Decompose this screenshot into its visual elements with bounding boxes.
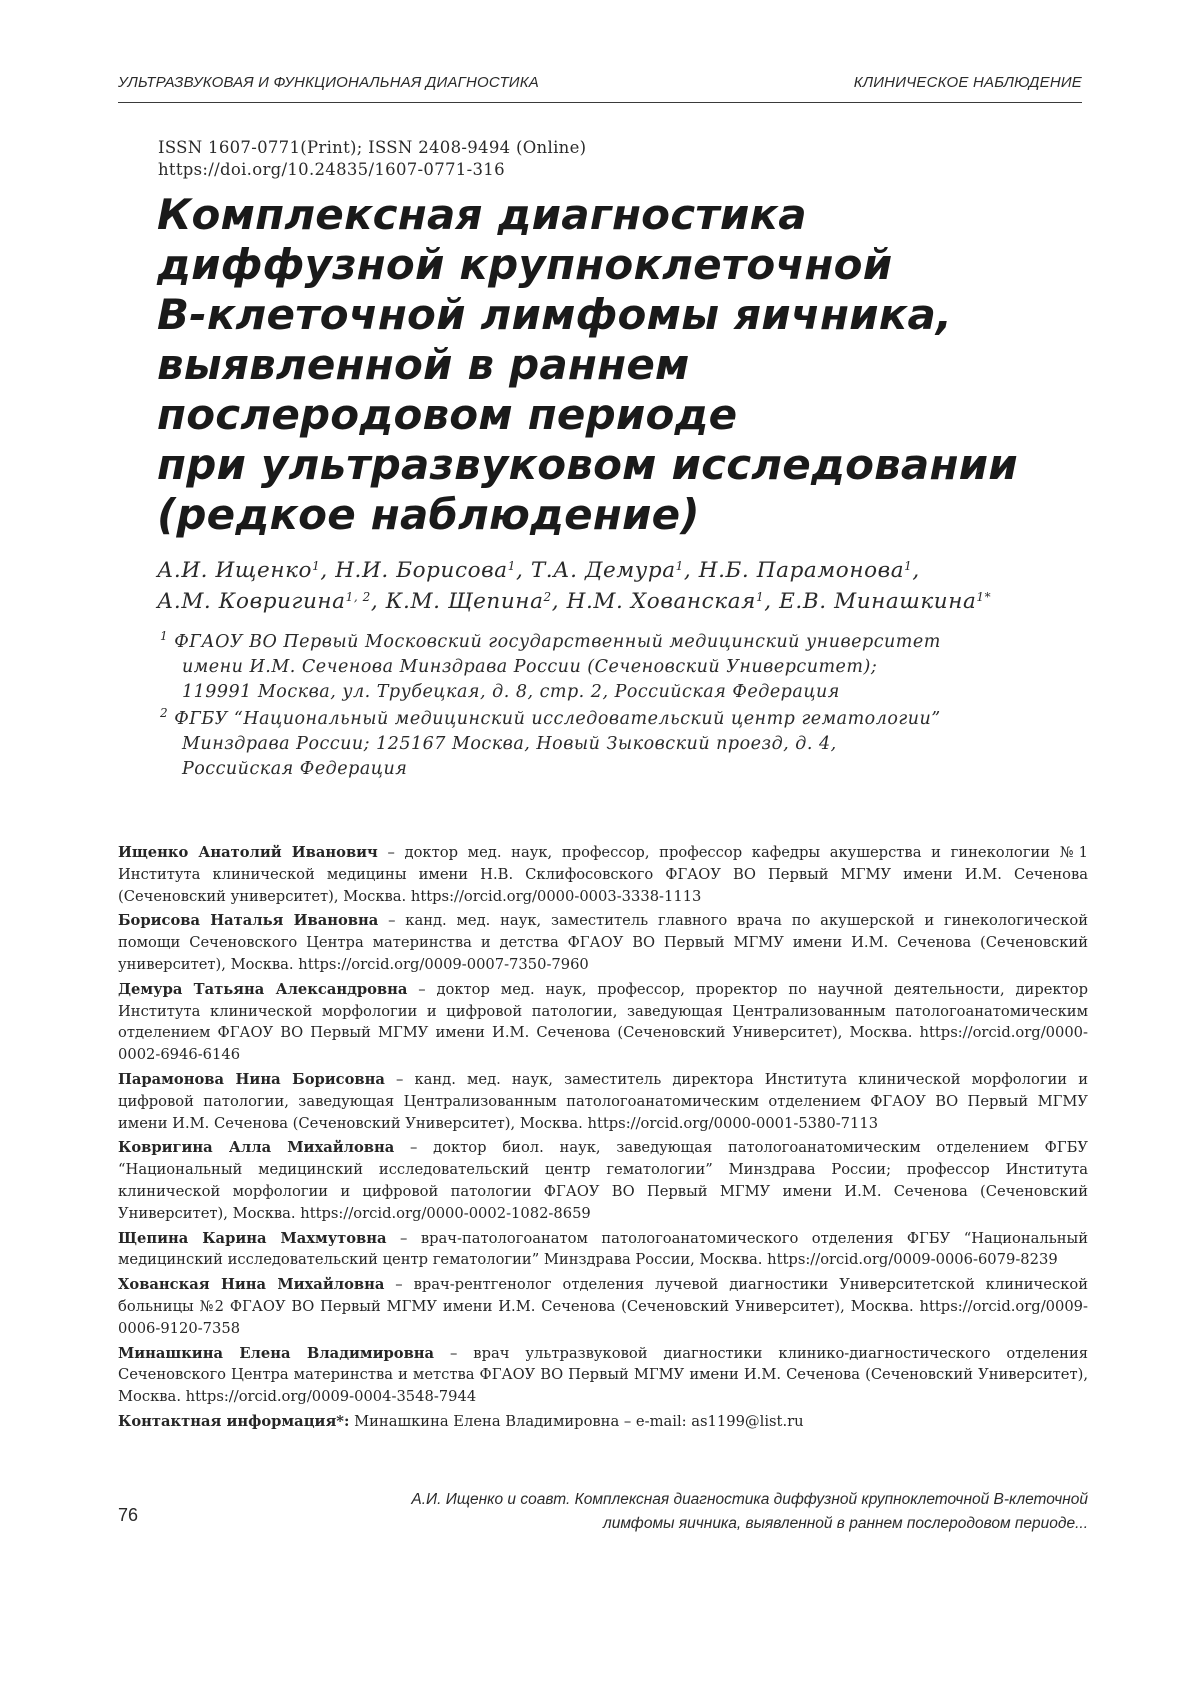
affiliation-line	[160, 655, 941, 680]
author-name: А.И. Ищенко	[157, 558, 312, 583]
affiliation-line	[160, 630, 941, 655]
author-bio	[118, 1069, 1088, 1134]
affiliation-text: Минздрава России; 125167 Москва, Новый Зыковский проезд, д. 4,	[182, 734, 837, 754]
author-bio	[118, 910, 1088, 975]
author-list	[157, 555, 991, 617]
author-bio-text: Минашкина Елена Владимировна – e-mail: as1199@list.ru	[349, 1413, 803, 1430]
affiliation-line	[160, 757, 941, 782]
author-bio-name: Ищенко Анатолий Иванович	[118, 844, 378, 861]
affiliations	[160, 630, 941, 782]
affiliation-mark: 1	[312, 559, 320, 573]
author-bio-name: Контактная информация*:	[118, 1413, 349, 1430]
affiliation-mark: 1*	[976, 590, 991, 604]
author-bio-name: Парамонова Нина Борисовна	[118, 1071, 385, 1088]
affiliation-text: имени И.М. Сеченова Минздрава России (Сеченовский Университет);	[182, 657, 877, 677]
title-line: В-клеточной лимфомы яичника,	[157, 290, 1117, 340]
author-bio	[118, 1137, 1088, 1224]
author-bio-text: – врач ультразвуковой диагностики клинико-диагностического отделения Сеченовского Центра материнства и метства ФГАОУ ВО Первый МГМУ имени И.М. Сеченова (Сеченовский Университет), Москва. https://orcid.org/0009-0004-3548-7944	[118, 1345, 1088, 1406]
page-number: 76	[118, 1505, 138, 1526]
citation-line: А.И. Ищенко и соавт. Комплексная диагностика диффузной крупноклеточной В-клеточной	[208, 1488, 1088, 1512]
author-bio-text: – доктор биол. наук, заведующая патологоанатомическим отделением ФГБУ “Национальный медицинский исследовательский центр гематологии” Минздрава России; профессор Института клинической морфологии и цифровой патологии ФГАОУ ВО Первый МГМУ имени И.М. Сеченова (Сеченовский Университет), Москва. https://orcid.org/0000-0002-1082-8659	[118, 1139, 1088, 1221]
author-separator: ,	[516, 558, 531, 583]
article-title	[157, 190, 1117, 540]
author-name: А.М. Ковригина	[157, 589, 346, 614]
title-line: послеродовом периоде	[157, 390, 1117, 440]
author-name: Н.М. Хованская	[567, 589, 756, 614]
author-name: Т.А. Демура	[531, 558, 676, 583]
affiliation-mark: 1	[508, 559, 516, 573]
author-bio-name: Ковригина Алла Михайловна	[118, 1139, 394, 1156]
author-line	[157, 586, 991, 617]
issn-block	[158, 137, 586, 181]
author-bio-text: – врач-патологоанатом патологоанатомического отделения ФГБУ “Национальный медицинский исследовательский центр гематологии” Минздрава России, Москва. https://orcid.org/0009-0006-6079-8239	[118, 1230, 1088, 1269]
title-line: при ультразвуковом исследовании	[157, 440, 1117, 490]
author-separator: ,	[371, 589, 386, 614]
author-bio-name: Хованская Нина Михайловна	[118, 1276, 384, 1293]
affiliation-text: ФГБУ “Национальный медицинский исследовательский центр гематологии”	[174, 709, 941, 729]
author-bio-text: – доктор мед. наук, профессор, проректор по научной деятельности, директор Института клинической морфологии и цифровой патологии, заведующая Централизованным патологоанатомическим отделением ФГАОУ ВО Первый МГМУ имени И.М. Сеченова (Сеченовский Университет), Москва. https://orcid.org/0000-0002-6946-6146	[118, 981, 1088, 1063]
author-separator: ,	[764, 589, 779, 614]
affiliation-mark: 1	[676, 559, 684, 573]
author-information	[118, 842, 1088, 1436]
author-bio-text: – канд. мед. наук, заместитель главного врача по акушерской и гинекологической помощи Сеченовского Центра материнства и детства ФГАОУ ВО Первый МГМУ имени И.М. Сеченова (Сеченовский университет), Москва. https://orcid.org/0009-0007-7350-7960	[118, 912, 1088, 973]
affiliation-mark: 1	[904, 559, 912, 573]
title-line: выявленной в раннем	[157, 340, 1117, 390]
title-line: диффузной крупноклеточной	[157, 240, 1117, 290]
affiliation-text: Российская Федерация	[182, 759, 407, 779]
author-name: К.М. Щепина	[386, 589, 544, 614]
author-name: Н.Б. Парамонова	[699, 558, 904, 583]
issn-line: ISSN 1607-0771(Print); ISSN 2408-9494 (Online)	[158, 137, 586, 159]
affiliation-mark: 1	[756, 590, 764, 604]
author-bio-name: Щепина Карина Махмутовна	[118, 1230, 387, 1247]
title-line: (редкое наблюдение)	[157, 490, 1117, 540]
author-bio-text: – доктор мед. наук, профессор, профессор кафедры акушерства и гинекологии №1 Института клинической медицины имени Н.В. Склифосовского ФГАОУ ВО Первый МГМУ имени И.М. Сеченова (Сеченовский университет), Москва. https://orcid.org/0000-0003-3338-1113	[118, 844, 1088, 905]
title-line: Комплексная диагностика	[157, 190, 1117, 240]
affiliation-text: 119991 Москва, ул. Трубецкая, д. 8, стр. 2, Российская Федерация	[182, 682, 840, 702]
author-bio	[118, 1228, 1088, 1272]
affiliation-mark: 2	[544, 590, 552, 604]
author-bio	[118, 1274, 1088, 1339]
author-separator: ,	[320, 558, 335, 583]
header-rule	[118, 102, 1082, 103]
affiliation-number: 1	[160, 629, 168, 643]
author-bio-name: Демура Татьяна Александровна	[118, 981, 407, 998]
author-separator: ,	[684, 558, 699, 583]
author-bio-name: Борисова Наталья Ивановна	[118, 912, 378, 929]
article-type: КЛИНИЧЕСКОЕ НАБЛЮДЕНИЕ	[854, 74, 1082, 91]
doi-link[interactable]: https://doi.org/10.24835/1607-0771-316	[158, 159, 586, 181]
author-separator: ,	[552, 589, 567, 614]
author-bio	[118, 979, 1088, 1066]
affiliation-number: 2	[160, 706, 168, 720]
affiliation-text: ФГАОУ ВО Первый Московский государственный медицинский университет	[174, 632, 941, 652]
affiliation-line	[160, 707, 941, 732]
affiliation-line	[160, 732, 941, 757]
author-bio-text: – врач-рентгенолог отделения лучевой диагностики Университетской клинической больницы №2 ФГАОУ ВО Первый МГМУ имени И.М. Сеченова (Сеченовский Университет), Москва. https://orcid.org/0009-0006-9120-7358	[118, 1276, 1088, 1337]
author-name: Н.И. Борисова	[335, 558, 507, 583]
author-bio-text: – канд. мед. наук, заместитель директора Института клинической морфологии и цифровой патологии, заведующая Централизованным патологоанатомическим отделением ФГАОУ ВО Первый МГМУ имени И.М. Сеченова (Сеченовский Университет), Москва. https://orcid.org/0000-0001-5380-7113	[118, 1071, 1088, 1132]
running-citation	[208, 1488, 1088, 1536]
affiliation-mark: 1, 2	[346, 590, 371, 604]
author-bio	[118, 842, 1088, 907]
author-bio-name: Минашкина Елена Владимировна	[118, 1345, 434, 1362]
citation-line: лимфомы яичника, выявленной в раннем послеродовом периоде...	[208, 1512, 1088, 1536]
author-name: Е.В. Минашкина	[779, 589, 976, 614]
author-bio	[118, 1343, 1088, 1408]
journal-section: УЛЬТРАЗВУКОВАЯ И ФУНКЦИОНАЛЬНАЯ ДИАГНОСТИКА	[118, 74, 539, 91]
running-header	[118, 70, 1082, 100]
author-separator: ,	[912, 558, 919, 583]
article-page	[0, 0, 1200, 1697]
author-bio	[118, 1411, 1088, 1433]
author-line	[157, 555, 991, 586]
affiliation-line	[160, 680, 941, 705]
